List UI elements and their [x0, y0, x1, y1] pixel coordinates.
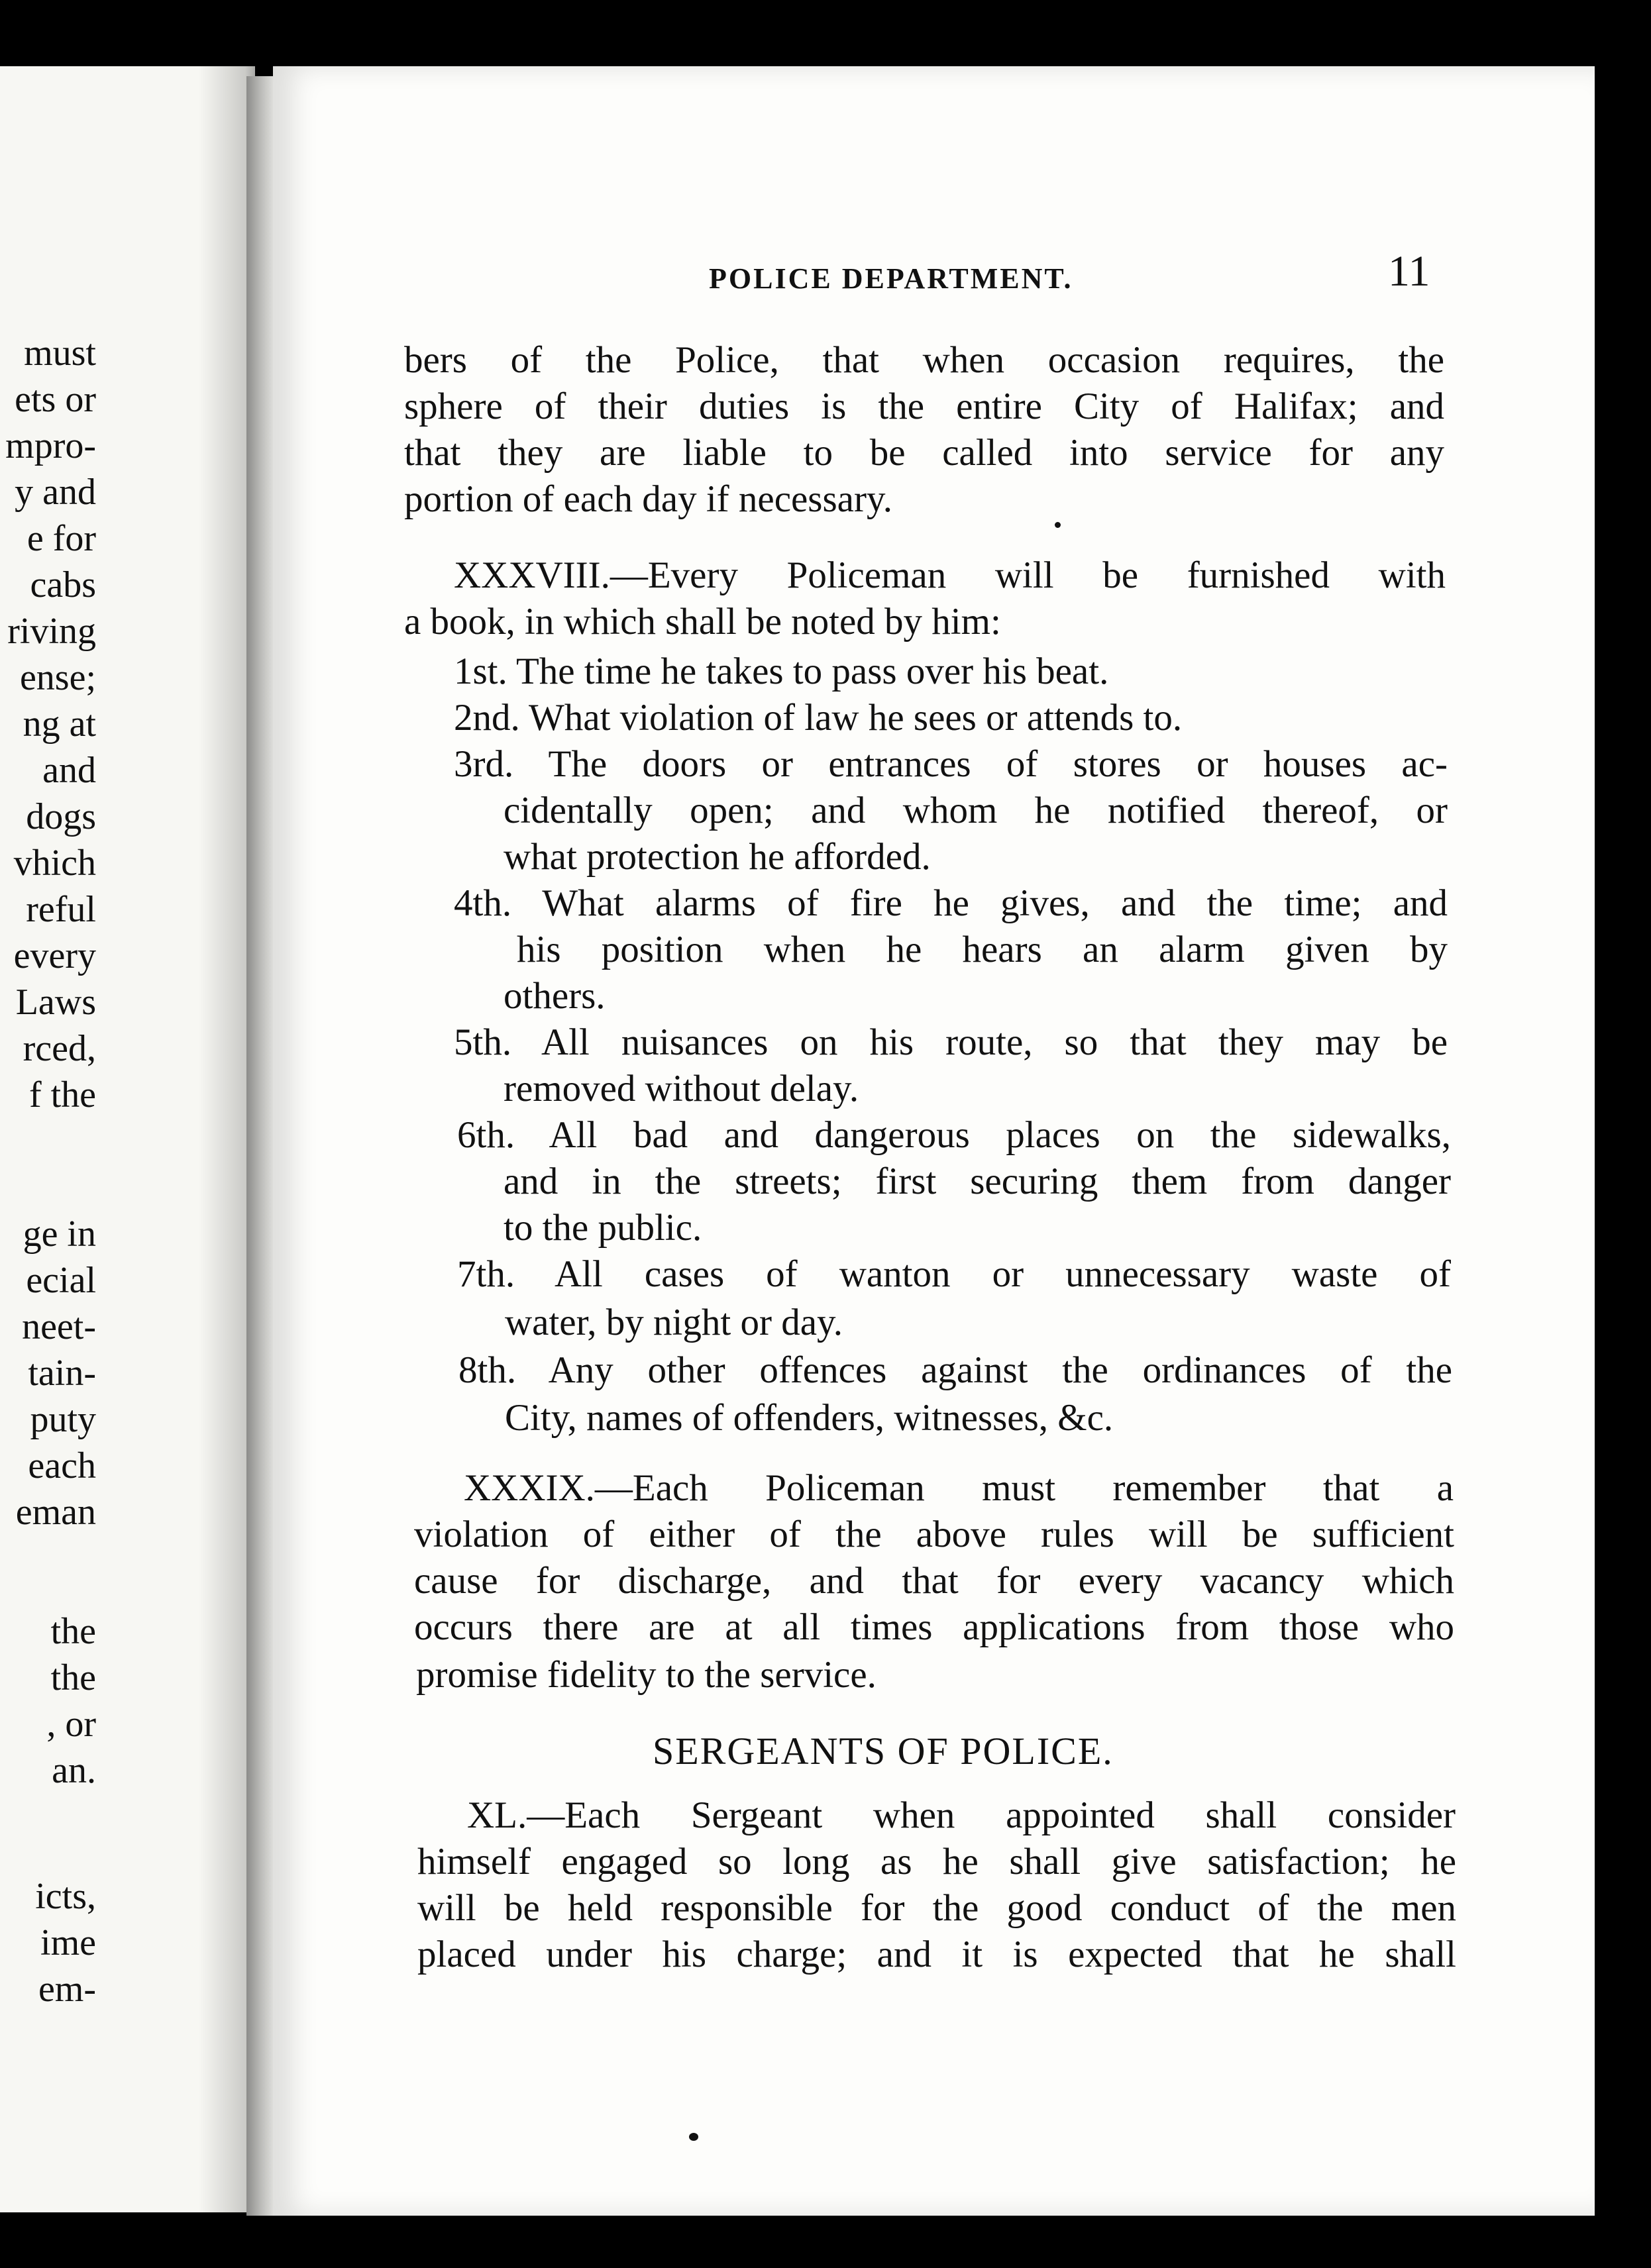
left-page-fragment: f the	[28, 1074, 96, 1115]
text-line: occurs there are at all times applications from those who	[414, 1606, 1454, 1648]
text-line: XXXVIII.—Every Policeman will be furnished with	[454, 554, 1446, 596]
text-line: placed under his charge; and it is expected that he shall	[417, 1933, 1456, 1975]
left-page-fragment: icts,	[35, 1876, 96, 1917]
text-line: portion of each day if necessary.	[404, 478, 892, 520]
left-facing-page	[0, 66, 255, 2212]
text-line: 6th. All bad and dangerous places on the sidewalks,	[457, 1114, 1451, 1156]
left-page-fragment: an.	[52, 1750, 96, 1791]
text-line: 1st. The time he takes to pass over his beat.	[454, 650, 1109, 692]
left-page-fragment: every	[13, 935, 96, 976]
text-line: sphere of their duties is the entire City of Halifax; and	[404, 386, 1444, 427]
left-page-fragment: ge in	[23, 1213, 96, 1255]
left-page-fragment: ense;	[19, 657, 96, 698]
left-page-fragment: ime	[40, 1922, 96, 1963]
left-page-fragment: riving	[7, 611, 96, 652]
text-line: 5th. All nuisances on his route, so that they may be	[454, 1021, 1448, 1063]
left-page-fragment: Laws	[15, 982, 96, 1023]
text-line: cidentally open; and whom he notified thereof, or	[504, 790, 1448, 831]
left-page-fragment: and	[42, 750, 96, 791]
left-page-fragment: y and	[15, 472, 96, 513]
text-line: a book, in which shall be noted by him:	[404, 601, 1001, 643]
text-line: 2nd. What violation of law he sees or attends to.	[454, 697, 1183, 739]
left-page-fragment: reful	[26, 889, 96, 930]
text-line: violation of either of the above rules will be sufficient	[414, 1514, 1454, 1555]
text-line: bers of the Police, that when occasion requires, the	[404, 339, 1444, 381]
text-line: 8th. Any other offences against the ordinances of the	[458, 1349, 1452, 1391]
text-line: cause for discharge, and that for every vacancy which	[414, 1560, 1454, 1602]
left-page-fragment: , or	[46, 1704, 96, 1745]
ink-speck	[1055, 522, 1061, 528]
text-line: to the public.	[504, 1207, 702, 1249]
left-page-fragment: ng at	[23, 703, 96, 745]
left-page-fragment: must	[24, 333, 96, 374]
left-page-fragment: the	[50, 1657, 96, 1698]
text-line: that they are liable to be called into service for any	[404, 432, 1444, 474]
text-line: removed without delay.	[504, 1068, 859, 1109]
text-line: City, names of offenders, witnesses, &c.	[505, 1397, 1114, 1439]
ink-speck	[689, 2133, 698, 2141]
text-line: XL.—Each Sergeant when appointed shall consider	[467, 1794, 1456, 1836]
text-line: 7th. All cases of wanton or unnecessary waste of	[457, 1253, 1451, 1295]
left-page-fragment: em-	[38, 1969, 96, 2010]
section-heading: SERGEANTS OF POLICE.	[653, 1729, 1114, 1773]
page-number: 11	[1388, 247, 1430, 295]
left-page-fragment: each	[28, 1445, 96, 1486]
text-line: 4th. What alarms of fire he gives, and the time; and	[454, 882, 1448, 924]
left-page-fragment: cabs	[30, 564, 96, 605]
left-page-fragment: ecial	[26, 1260, 96, 1301]
text-line: himself engaged so long as he shall give satisfaction; he	[417, 1841, 1456, 1882]
left-page-fragment: vhich	[13, 843, 96, 884]
left-page-fragment: puty	[30, 1399, 96, 1440]
text-line: his position when he hears an alarm given by	[517, 929, 1448, 970]
text-line: others.	[504, 975, 606, 1017]
left-page-fragment: mpro-	[5, 425, 96, 466]
left-page-fragment: dogs	[26, 796, 96, 837]
left-page-fragment: tain-	[28, 1353, 96, 1394]
text-line: what protection he afforded.	[504, 836, 931, 878]
left-page-fragment: eman	[15, 1492, 96, 1533]
left-page-fragment: e for	[27, 518, 96, 559]
book-spine	[246, 76, 276, 2216]
left-page-fragment: neet-	[22, 1306, 96, 1347]
left-page-fragment: rced,	[23, 1028, 96, 1069]
text-line: water, by night or day.	[505, 1302, 843, 1343]
text-line: and in the streets; first securing them from danger	[504, 1160, 1451, 1202]
text-line: 3rd. The doors or entrances of stores or houses ac-	[454, 743, 1448, 785]
text-line: promise fidelity to the service.	[416, 1654, 877, 1696]
left-page-fragment: the	[50, 1611, 96, 1652]
text-line: XXXIX.—Each Policeman must remember that a	[464, 1467, 1454, 1509]
running-head: POLICE DEPARTMENT.	[709, 262, 1073, 295]
left-page-fragment: ets or	[15, 379, 96, 420]
text-line: will be held responsible for the good conduct of the men	[417, 1887, 1456, 1929]
